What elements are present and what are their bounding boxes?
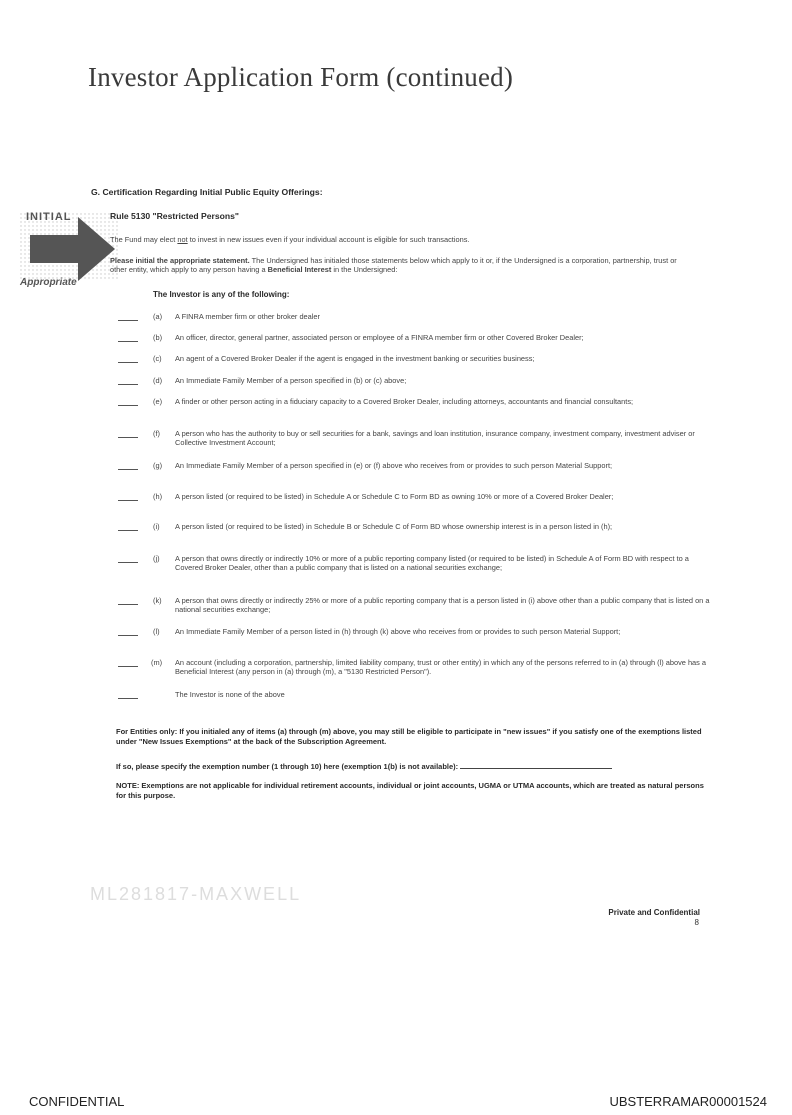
initial-blank[interactable] bbox=[118, 698, 138, 699]
beneficial-interest-bold: Beneficial Interest bbox=[267, 265, 332, 275]
initial-blank[interactable] bbox=[118, 530, 138, 531]
initial-blank[interactable] bbox=[118, 384, 138, 385]
footer-confidential: CONFIDENTIAL bbox=[29, 1094, 125, 1109]
intro-paragraph bbox=[110, 235, 690, 244]
item-text: A finder or other person acting in a fiduciary capacity to a Covered Broker Dealer, including attorneys, accountants and financial consultants; bbox=[175, 397, 634, 406]
entities-note: For Entities only: If you initialed any of items (a) through (m) above, you may still be eligible to participate in "new issues" if you satisfy one of the exemptions listed under "New Issues Exemptions" at the back of the Subscription Agreement. bbox=[116, 727, 702, 746]
item-label: (k) bbox=[153, 596, 162, 605]
item-text: An Immediate Family Member of a person specified in (b) or (c) above; bbox=[175, 376, 407, 385]
initial-blank[interactable] bbox=[118, 469, 138, 470]
section-g-heading: G. Certification Regarding Initial Public Equity Offerings: bbox=[91, 187, 323, 197]
please-initial-bold: Please initial the appropriate statement. bbox=[110, 256, 250, 265]
exemption-label: If so, please specify the exemption number (1 through 10) here (exemption 1(b) is not available): bbox=[116, 762, 459, 771]
item-label: (d) bbox=[153, 376, 163, 385]
item-label: (g) bbox=[153, 461, 163, 470]
item-label: (a) bbox=[153, 312, 163, 321]
item-text: A person listed (or required to be listed) in Schedule B or Schedule C of Form BD whose ownership interest is in a person listed in (h); bbox=[175, 522, 613, 531]
initial-blank[interactable] bbox=[118, 362, 138, 363]
initial-appropriate-stamp bbox=[20, 205, 120, 295]
item-text: An Immediate Family Member of a person listed in (h) through (k) above who receives from or provides to such person Material Support; bbox=[175, 627, 621, 636]
please-initial-tail: in the Undersigned: bbox=[331, 265, 398, 275]
item-label: (c) bbox=[153, 354, 162, 363]
item-text: An Immediate Family Member of a person specified in (e) or (f) above who receives from or provides to such person Material Support; bbox=[175, 461, 613, 470]
item-label: (h) bbox=[153, 492, 163, 501]
exemption-line bbox=[116, 760, 716, 772]
initial-blank[interactable] bbox=[118, 562, 138, 563]
initial-blank[interactable] bbox=[118, 666, 138, 667]
item-text: An officer, director, general partner, associated person or employee of a FINRA member firm or other Covered Broker Dealer; bbox=[175, 333, 584, 342]
exemptions-note: NOTE: Exemptions are not applicable for individual retirement accounts, individual or joint accounts, UGMA or UTMA accounts, which are treated as natural persons for this purpose. bbox=[116, 781, 704, 800]
item-label: (m) bbox=[151, 658, 163, 667]
initial-blank[interactable] bbox=[118, 604, 138, 605]
stamp-top-text: INITIAL bbox=[26, 211, 72, 223]
please-initial-paragraph bbox=[110, 256, 695, 275]
initial-blank[interactable] bbox=[118, 500, 138, 501]
item-label: (e) bbox=[153, 397, 163, 406]
exemption-number-field[interactable] bbox=[460, 760, 612, 769]
initial-blank[interactable] bbox=[118, 320, 138, 321]
watermark: ML281817-MAXWELL bbox=[90, 884, 302, 904]
item-text: A person that owns directly or indirectly 25% or more of a public reporting company that is a person listed in (i) above other than a public company that is listed on a national securities exchange; bbox=[175, 596, 710, 615]
page-number: 8 bbox=[694, 918, 699, 927]
item-text: An agent of a Covered Broker Dealer if the agent is engaged in the investment banking or securities business; bbox=[175, 354, 535, 363]
item-text: An account (including a corporation, partnership, limited liability company, trust or other entity) in which any of the persons referred to in (a) through (l) above has a Beneficial Interest (any person in (a) through (m), a "5130 Restricted Person"). bbox=[175, 658, 707, 677]
item-label: (f) bbox=[153, 429, 160, 438]
item-label: (b) bbox=[153, 333, 163, 342]
item-text: The Investor is none of the above bbox=[175, 690, 285, 699]
item-text: A FINRA member firm or other broker dealer bbox=[175, 312, 320, 321]
item-label: (j) bbox=[153, 554, 160, 563]
item-text: A person listed (or required to be listed) in Schedule A or Schedule C to Form BD as owning 10% or more of a Covered Broker Dealer; bbox=[175, 492, 614, 501]
please-initial-text: The Undersigned has initialed those statements below which apply to it or, if the Undersigned is a corporation, partnership, trust or other entity, which apply to any person having a bbox=[110, 256, 677, 275]
intro-not: not bbox=[177, 235, 188, 244]
initial-blank[interactable] bbox=[118, 437, 138, 438]
stamp-bottom-text: Appropriate bbox=[20, 277, 77, 288]
initial-blank[interactable] bbox=[118, 341, 138, 342]
item-text: A person who has the authority to buy or sell securities for a bank, savings and loan institution, insurance company, investment company, investment adviser or Collective Investment Account; bbox=[175, 429, 695, 448]
item-text: A person that owns directly or indirectly 10% or more of a public reporting company listed (or required to be listed) in Schedule A of Form BD with respect to a Covered Broker Dealer, other than a public company that is listed on a national securities exchange; bbox=[175, 554, 689, 573]
intro-prefix: The Fund may elect bbox=[110, 235, 178, 244]
private-confidential: Private and Confidential bbox=[608, 908, 700, 917]
item-label: (l) bbox=[153, 627, 160, 636]
initial-blank[interactable] bbox=[118, 405, 138, 406]
initial-blank[interactable] bbox=[118, 635, 138, 636]
page-title: Investor Application Form (continued) bbox=[88, 62, 514, 92]
rule-5130-heading: Rule 5130 "Restricted Persons" bbox=[110, 211, 239, 221]
footer-bates-number: UBSTERRAMAR00001524 bbox=[609, 1094, 767, 1109]
intro-suffix: to invest in new issues even if your individual account is eligible for such transactions. bbox=[187, 235, 470, 244]
list-heading: The Investor is any of the following: bbox=[153, 290, 290, 299]
item-label: (i) bbox=[153, 522, 160, 531]
